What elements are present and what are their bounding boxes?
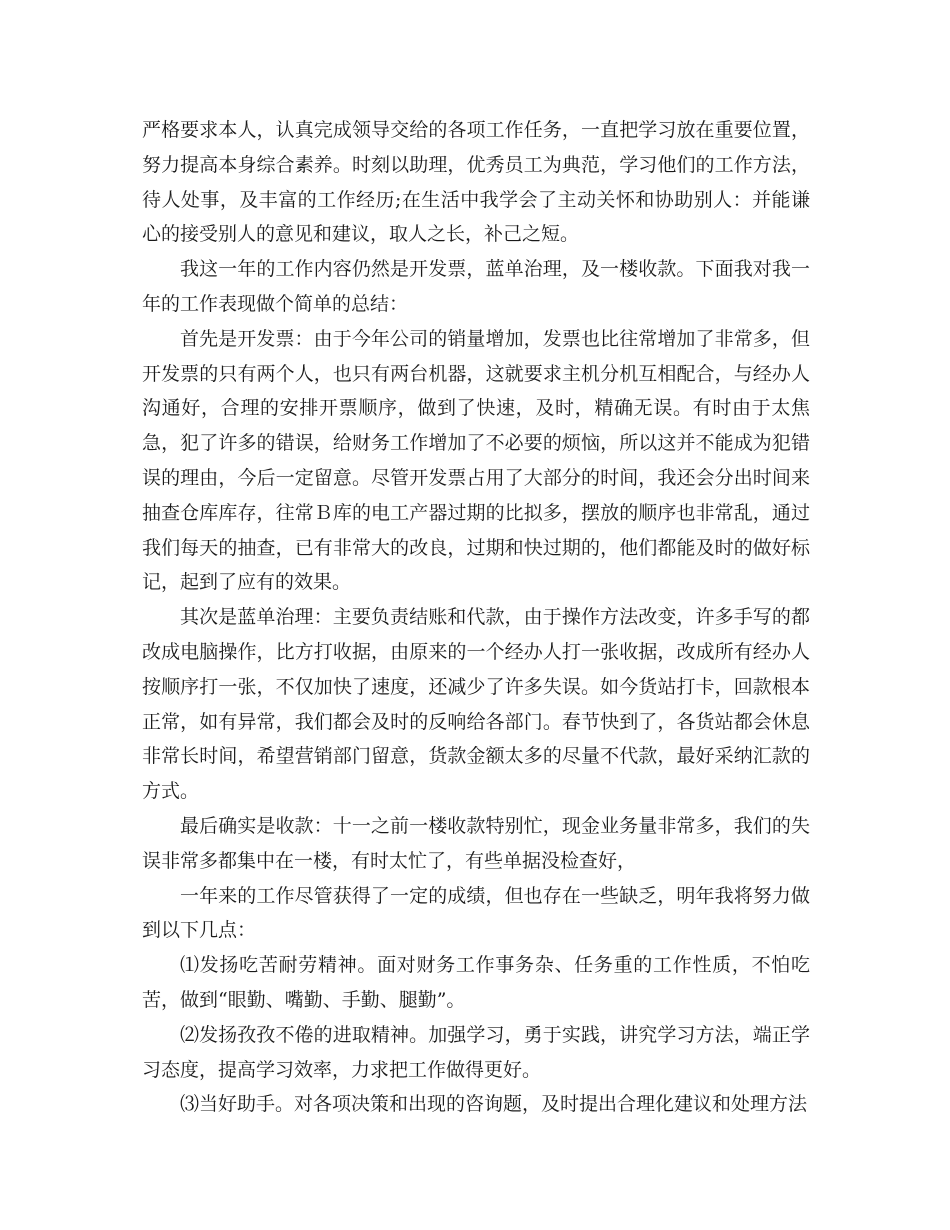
paragraph-7: ⑴发扬吃苦耐劳精神。面对财务工作事务杂、任务重的工作性质，不怕吃苦，做到“眼勤、嘴勤、手勤、腿勤”。 bbox=[142, 954, 810, 1011]
document-body bbox=[142, 113, 810, 1122]
paragraph-3: 首先是开发票：由于今年公司的销量增加，发票也比往常增加了非常多，但开发票的只有两个人，也只有两台机器，这就要求主机分机互相配合，与经办人沟通好，合理的安排开票顺序，做到了快速，及时，精确无误。有时由于太焦急，犯了许多的错误，给财务工作增加了不必要的烦恼，所以这并不能成为犯错误的理由，今后一定留意。尽管开发票占用了大部分的时间，我还会分出时间来抽查仓库库存，往常Ｂ库的电工产器过期的比拟多，摆放的顺序也非常乱，通过我们每天的抽查，已有非常大的改良，过期和快过期的，他们都能及时的做好标记，起到了应有的效果。 bbox=[142, 327, 810, 594]
paragraph-4: 其次是蓝单治理：主要负责结账和代款，由于操作方法改变，许多手写的都改成电脑操作，比方打收据，由原来的一个经办人打一张收据，改成所有经办人按顺序打一张，不仅加快了速度，还减少了许多失误。如今货站打卡，回款根本正常，如有异常，我们都会及时的反响给各部门。春节快到了，各货站都会休息非常长时间，希望营销部门留意，货款金额太多的尽量不代款，最好采纳汇款的方式。 bbox=[142, 606, 810, 803]
paragraph-8: ⑵发扬孜孜不倦的进取精神。加强学习，勇于实践，讲究学习方法，端正学习态度，提高学习效率，力求把工作做得更好。 bbox=[142, 1023, 810, 1081]
paragraph-5: 最后确实是收款：十一之前一楼收款特别忙，现金业务量非常多，我们的失误非常多都集中在一楼，有时太忙了，有些单据没检查好， bbox=[142, 814, 810, 872]
paragraph-6: 一年来的工作尽管获得了一定的成绩，但也存在一些缺乏，明年我将努力做到以下几点： bbox=[142, 884, 810, 942]
paragraph-2: 我这一年的工作内容仍然是开发票，蓝单治理，及一楼收款。下面我对我一年的工作表现做个简单的总结： bbox=[142, 258, 810, 315]
paragraph-9: ⑶当好助手。对各项决策和出现的咨询题，及时提出合理化建议和处理方法 bbox=[180, 1093, 808, 1116]
paragraph-1: 严格要求本人，认真完成领导交给的各项工作任务，一直把学习放在重要位置，努力提高本身综合素养。时刻以助理，优秀员工为典范，学习他们的工作方法，待人处事，及丰富的工作经历;在生活中我学会了主动关怀和协助别人：并能谦心的接受别人的意见和建议，取人之长，补己之短。 bbox=[142, 119, 810, 246]
